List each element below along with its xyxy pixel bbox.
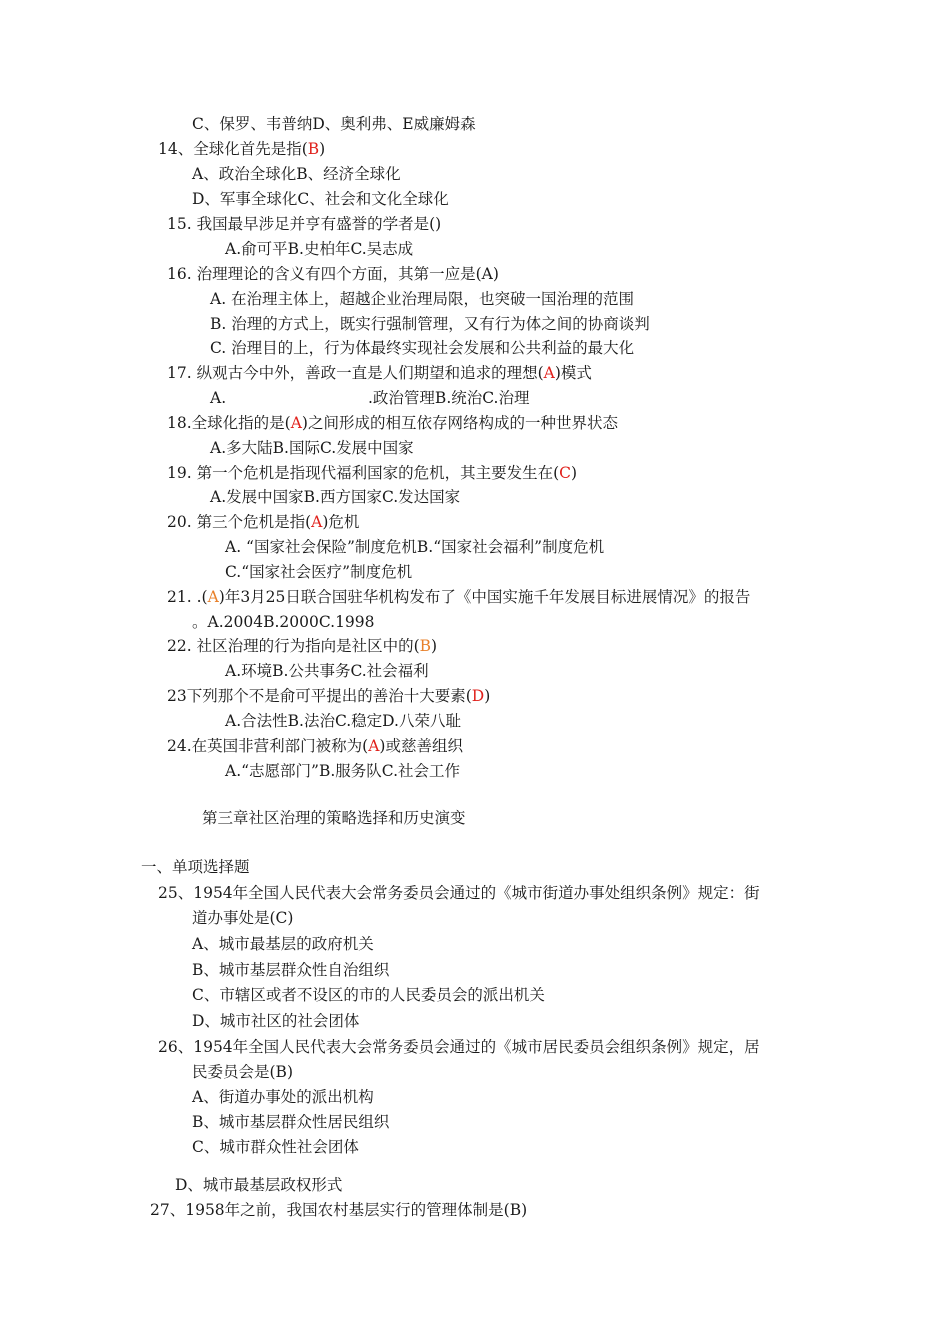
line-text: A. 在治理主体上，超越企业治理局限，也突破一国治理的范围 — [210, 290, 635, 308]
answer-letter: A — [311, 513, 323, 531]
question-line — [150, 1200, 527, 1220]
question-line — [167, 214, 441, 234]
question-line — [158, 139, 325, 159]
line-text: 。A.2004B.2000C.1998 — [192, 613, 375, 631]
option-line — [192, 1011, 359, 1031]
line-text: )年3月25日联合国驻华机构发布了《中国实施千年发展目标进展情况》的报告 — [218, 588, 751, 606]
option-line — [192, 960, 389, 980]
line-text: 22. 社区治理的行为指向是社区中的( — [167, 637, 420, 655]
line-text: .政治管理B.统治C.治理 — [368, 389, 530, 407]
line-text: )或慈善组织 — [379, 737, 463, 755]
option-line — [210, 438, 414, 458]
option-line — [192, 189, 449, 209]
line-text: A.“志愿部门”B.服务队C.社会工作 — [225, 762, 461, 780]
line-text: D、城市最基层政权形式 — [175, 1176, 343, 1194]
line-text: 道办事处是(C) — [192, 909, 294, 927]
line-text: A、城市最基层的政府机关 — [192, 935, 374, 953]
chapter-heading — [202, 808, 466, 828]
line-text: 24.在英国非营利部门被称为( — [167, 737, 369, 755]
line-text: A.发展中国家B.西方国家C.发达国家 — [210, 488, 461, 506]
question-line — [192, 1062, 293, 1082]
line-text: C、保罗、韦普纳D、奥利弗、E威廉姆森 — [192, 115, 476, 133]
question-line — [158, 1037, 760, 1057]
answer-letter: A — [290, 414, 302, 432]
question-line — [192, 908, 293, 928]
line-text: ) — [319, 140, 326, 158]
line-text: 18.全球化指的是( — [167, 414, 291, 432]
option-line — [192, 164, 401, 184]
line-text: 一、单项选择题 — [141, 858, 250, 876]
line-text: 15. 我国最早涉足并亨有盛誉的学者是() — [167, 215, 442, 233]
question-line — [167, 686, 490, 706]
line-text: D、城市社区的社会团体 — [192, 1012, 360, 1030]
answer-letter: A — [207, 588, 219, 606]
line-text: A. — [210, 389, 227, 407]
question-line — [158, 883, 760, 903]
option-line — [192, 1087, 374, 1107]
answer-letter: C — [559, 464, 572, 482]
line-text: )危机 — [322, 513, 360, 531]
answer-letter: B — [307, 140, 320, 158]
option-line — [225, 239, 413, 259]
line-text: A.多大陆B.国际C.发展中国家 — [210, 439, 414, 457]
option-line — [210, 338, 634, 358]
line-text: 第三章社区治理的策略选择和历史演变 — [202, 809, 466, 827]
answer-letter: B — [419, 637, 432, 655]
option-line — [192, 1137, 359, 1157]
option-line — [225, 661, 429, 681]
line-text: 16. 治理理论的含义有四个方面，其第一应是(A) — [167, 265, 499, 283]
line-text: ) — [571, 464, 578, 482]
option-line — [225, 711, 461, 731]
question-line — [167, 587, 750, 607]
line-text: C、市辖区或者不设区的市的人民委员会的派出机关 — [192, 986, 545, 1004]
line-text: 民委员会是(B) — [192, 1063, 293, 1081]
line-text: C、城市群众性社会团体 — [192, 1138, 359, 1156]
line-text: A、政治全球化B、经济全球化 — [192, 165, 401, 183]
question-line — [167, 363, 592, 383]
line-text: 23下列那个不是俞可平提出的善治十大要素( — [167, 687, 472, 705]
option-line — [225, 537, 604, 557]
text-line — [192, 114, 476, 134]
line-text: )模式 — [554, 364, 592, 382]
line-text: 27、1958年之前，我国农村基层实行的管理体制是(B) — [150, 1201, 528, 1219]
option-line — [210, 487, 460, 507]
line-text: B. 治理的方式上，既实行强制管理，又有行为体之间的协商谈判 — [210, 315, 650, 333]
option-line — [368, 388, 529, 408]
line-text: 21. .( — [167, 588, 208, 606]
line-text: D、军事全球化C、社会和文化全球化 — [192, 190, 449, 208]
option-line — [192, 934, 374, 954]
line-text: 25、1954年全国人民代表大会常务委员会通过的《城市街道办事处组织条例》规定：街 — [158, 884, 760, 902]
option-line — [210, 314, 650, 334]
section-heading — [141, 857, 250, 877]
answer-letter: A — [368, 737, 380, 755]
line-text: ) — [484, 687, 491, 705]
line-text: ) — [431, 637, 438, 655]
line-text: A、街道办事处的派出机构 — [192, 1088, 374, 1106]
line-text: A.环境B.公共事务C.社会福利 — [225, 662, 429, 680]
line-text: A.合法性B.法治C.稳定D.八荣八耻 — [225, 712, 461, 730]
line-text: B、城市基层群众性居民组织 — [192, 1113, 390, 1131]
line-text: 17. 纵观古今中外，善政一直是人们期望和追求的理想( — [167, 364, 544, 382]
question-line — [167, 413, 618, 433]
question-line — [167, 463, 577, 483]
option-line — [225, 761, 460, 781]
question-line — [167, 264, 499, 284]
line-text: C.“国家社会医疗”制度危机 — [225, 563, 413, 581]
line-text: C. 治理目的上，行为体最终实现社会发展和公共利益的最大化 — [210, 339, 635, 357]
option-line — [192, 1112, 389, 1132]
line-text: )之间形成的相互依存网络构成的一种世界状态 — [301, 414, 618, 432]
line-text: 20. 第三个危机是指( — [167, 513, 312, 531]
option-line — [210, 388, 226, 408]
option-line — [192, 985, 545, 1005]
option-line — [225, 562, 412, 582]
option-line — [175, 1175, 342, 1195]
answer-letter: D — [471, 687, 485, 705]
line-text: B、城市基层群众性自治组织 — [192, 961, 390, 979]
question-line — [167, 636, 437, 656]
option-line — [192, 612, 375, 632]
option-line — [210, 289, 634, 309]
line-text: 14、全球化首先是指( — [158, 140, 308, 158]
answer-letter: A — [543, 364, 555, 382]
question-line — [167, 512, 359, 532]
line-text: A. “国家社会保险”制度危机B.“国家社会福利”制度危机 — [225, 538, 605, 556]
line-text: 19. 第一个危机是指现代福利国家的危机，其主要发生在( — [167, 464, 560, 482]
line-text: A.俞可平B.史柏年C.吴志成 — [225, 240, 414, 258]
question-line — [167, 736, 463, 756]
line-text: 26、1954年全国人民代表大会常务委员会通过的《城市居民委员会组织条例》规定，居 — [158, 1038, 760, 1056]
